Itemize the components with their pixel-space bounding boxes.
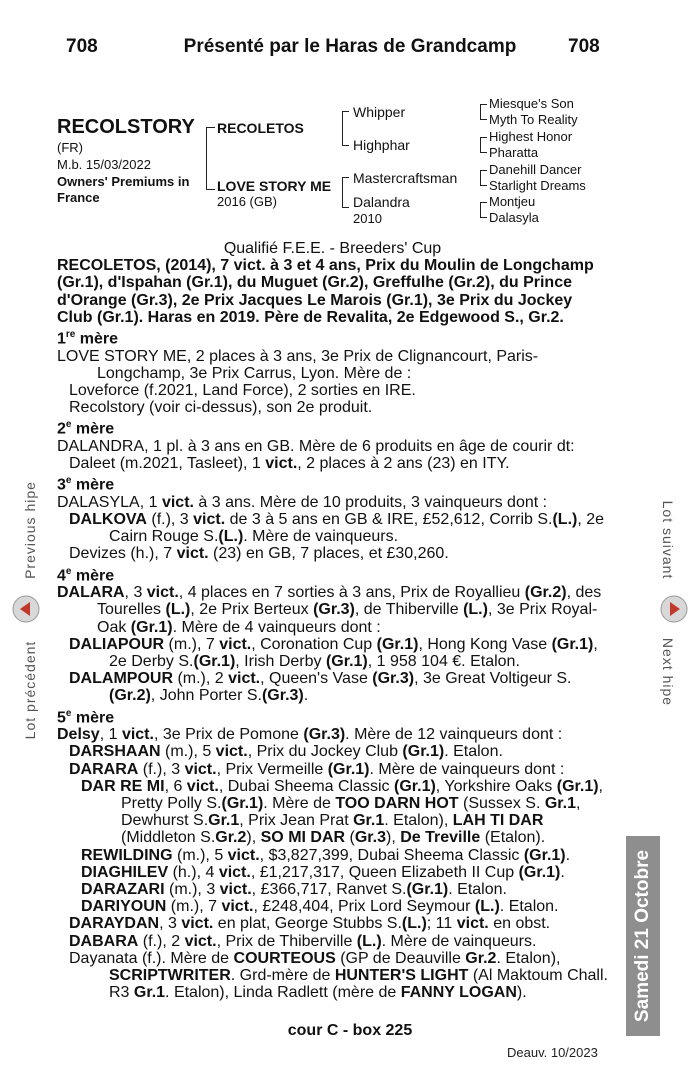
sire-paragraph: RECOLETOS, (2014), 7 vict. à 3 et 4 ans, Prix du Moulin de Longchamp (Gr.1), d'Ispahan (Gr.1), du Muguet (Gr.2), Greffulhe (Gr.2), du Prince d'Orange (Gr.3), 2e Prix Jacques Le Marois (Gr.1), 3e Prix du Jockey Club (Gr.1). Haras en 2019. Père de Revalita, 2e Edgewood S., Gr.2. bbox=[57, 257, 594, 326]
date-tab bbox=[626, 836, 660, 1036]
sdd-name: Pharatta bbox=[489, 145, 539, 160]
dam-name: LOVE STORY ME bbox=[217, 178, 332, 194]
bracket-gen2-dam bbox=[342, 177, 349, 208]
box-location: cour C - box 225 bbox=[287, 1022, 413, 1039]
lot-precedent-link[interactable]: Lot précédent bbox=[22, 640, 38, 740]
produce-darshaan: DARSHAAN (m.), 5 vict., Prix du Jockey Club (Gr.1). Etalon. bbox=[69, 743, 503, 761]
second-dam-paragraph: DALANDRA, 1 pl. à 3 ans en GB. Mère de 6 produits en âge de courir dt: bbox=[57, 437, 575, 455]
previous-lot-button[interactable] bbox=[12, 595, 40, 623]
lot-suivant-link[interactable]: Lot suivant bbox=[660, 500, 676, 580]
sds-name: Highest Honor bbox=[489, 129, 573, 144]
produce-darara: DARARA (f.), 3 vict., Prix Vermeille (Gr.1). Mère de vainqueurs dont : bbox=[69, 760, 565, 778]
horse-name: RECOLSTORY bbox=[57, 116, 195, 138]
sss-name: Miesque's Son bbox=[489, 96, 574, 111]
premium-line-2: France bbox=[57, 190, 100, 205]
lot-number-right: 708 bbox=[568, 36, 600, 57]
fourth-dam-paragraph: DALARA, 3 vict., 4 places en 7 sorties à 3 ans, Prix de Royallieu (Gr.2), des Tourelles (L.), 2e Prix Berteux (Gr.3), de Thiberville (L.), 3e Prix Royal-Oak (Gr.1). Mère de 4 vainqueurs dont : bbox=[57, 584, 602, 636]
dds-name: Montjeu bbox=[489, 194, 536, 209]
premium-line-1: Owners' Premiums in bbox=[57, 174, 190, 189]
produce-diaghilev: DIAGHILEV (h.), 4 vict., £1,217,317, Queen Elizabeth II Cup (Gr.1). bbox=[81, 863, 565, 881]
previous-hipe-link[interactable]: Previous hipe bbox=[22, 481, 38, 579]
next-lot-button[interactable] bbox=[660, 595, 688, 623]
page-title: Présenté par le Haras de Grandcamp bbox=[183, 36, 517, 57]
dss-name: Danehill Dancer bbox=[489, 162, 582, 177]
produce-darazari: DARAZARI (m.), 3 vict., £366,717, Ranvet S.(Gr.1). Etalon. bbox=[81, 880, 507, 898]
bracket-gen3-1 bbox=[480, 104, 487, 120]
produce-recolstory: Recolstory (voir ci-dessus), son 2e produit. bbox=[69, 399, 373, 417]
sire-name: RECOLETOS bbox=[217, 120, 304, 136]
produce-daraydan: DARAYDAN, 3 vict. en plat, George Stubbs S.(L.); 11 vict. en obst. bbox=[69, 915, 551, 933]
produce-daliapour: DALIAPOUR (m.), 7 vict., Coronation Cup (Gr.1), Hong Kong Vase (Gr.1), 2e Derby S.(Gr.1), Irish Derby (Gr.1), 1 958 104 €. Etalon. bbox=[69, 635, 598, 670]
lot-number-left: 708 bbox=[66, 36, 98, 57]
dam-dam-year: 2010 bbox=[353, 211, 382, 226]
bracket-gen3-3 bbox=[480, 170, 487, 186]
fifth-dam-paragraph: Delsy, 1 vict., 3e Prix de Pomone (Gr.3). Mère de 12 vainqueurs dont : bbox=[57, 726, 563, 744]
catalogue-text bbox=[57, 240, 608, 1001]
bracket-gen2-sire bbox=[342, 111, 349, 146]
produce-loveforce: Loveforce (f.2021, Land Force), 2 sorties en IRE. bbox=[69, 381, 416, 399]
heading-2e-mere: 2e mère bbox=[57, 419, 115, 438]
bracket-gen1 bbox=[206, 127, 215, 190]
bracket-gen3-2 bbox=[480, 137, 487, 153]
produce-daleet: Daleet (m.2021, Tasleet), 1 vict., 2 places à 2 ans (23) en ITY. bbox=[69, 455, 510, 473]
produce-dayanata: Dayanata (f.). Mère de COURTEOUS (GP de Deauville Gr.2. Etalon), SCRIPTWRITER. Grd-mère de HUNTER'S LIGHT (Al Maktoum Chall. R3 Gr.1. Etalon), Linda Radlett (mère de FANNY LOGAN). bbox=[69, 949, 608, 1002]
produce-dariyoun: DARIYOUN (m.), 7 vict., £248,404, Prix Lord Seymour (L.). Etalon. bbox=[81, 898, 559, 916]
produce-dabara: DABARA (f.), 2 vict., Prix de Thiberville (L.). Mère de vainqueurs. bbox=[69, 932, 537, 950]
dsd-name: Starlight Dreams bbox=[489, 178, 586, 193]
produce-rewilding: REWILDING (m.), 5 vict., $3,827,399, Dubai Sheema Classic (Gr.1). bbox=[81, 846, 571, 864]
third-dam-paragraph: DALASYLA, 1 vict. à 3 ans. Mère de 10 produits, 3 vainqueurs dont : bbox=[57, 493, 548, 511]
arrow-left-icon bbox=[12, 595, 40, 623]
produce-devizes: Devizes (h.), 7 vict. (23) en GB, 7 places, et £30,260. bbox=[69, 545, 449, 563]
sale-reference: Deauv. 10/2023 bbox=[507, 1045, 598, 1060]
arrow-right-icon bbox=[660, 595, 688, 623]
qualification: Qualifié F.E.E. - Breeders' Cup bbox=[223, 240, 442, 257]
next-hipe-link[interactable]: Next hipe bbox=[660, 637, 676, 707]
bracket-gen3-4 bbox=[480, 202, 487, 218]
dam-dam: Dalandra bbox=[353, 194, 410, 210]
date-tab-label: Samedi 21 Octobre bbox=[632, 849, 653, 1023]
first-dam-paragraph: LOVE STORY ME, 2 places à 3 ans, 3e Prix de Clignancourt, Paris-Longchamp, 3e Prix Carrus, Lyon. Mère de : bbox=[57, 347, 539, 382]
dam-sire: Mastercraftsman bbox=[353, 170, 458, 186]
produce-dar-re-mi: DAR RE MI, 6 vict., Dubai Sheema Classic (Gr.1), Yorkshire Oaks (Gr.1), Pretty Polly S.(Gr.1). Mère de TOO DARN HOT (Sussex S. Gr.1, Dewhurst S.Gr.1, Prix Jean Prat Gr.1. Etalon), LAH TI DAR (Middleton S.Gr.2), SO MI DAR (Gr.3), De Treville (Etalon). bbox=[81, 777, 603, 847]
produce-dalkova: DALKOVA (f.), 3 vict. de 3 à 5 ans en GB & IRE, £52,612, Corrib S.(L.), 2e Cairn Rouge S.(L.). Mère de vainqueurs. bbox=[69, 511, 605, 546]
heading-3e-mere: 3e mère bbox=[57, 475, 115, 494]
sire-dam: Highphar bbox=[353, 137, 410, 153]
dam-info: 2016 (GB) bbox=[217, 194, 277, 209]
ddd-name: Dalasyla bbox=[489, 210, 539, 225]
heading-4e-mere: 4e mère bbox=[57, 565, 115, 584]
sire-sire: Whipper bbox=[353, 104, 406, 120]
ssd-name: Myth To Reality bbox=[489, 112, 578, 127]
horse-origin: (FR) bbox=[57, 140, 83, 155]
produce-dalampour: DALAMPOUR (m.), 2 vict., Queen's Vase (Gr.3), 3e Great Voltigeur S.(Gr.2), John Porter S.(Gr.3). bbox=[69, 670, 572, 705]
heading-1re-mere: 1re mère bbox=[57, 329, 119, 348]
horse-birth: M.b. 15/03/2022 bbox=[57, 157, 151, 172]
heading-5e-mere: 5e mère bbox=[57, 707, 115, 726]
